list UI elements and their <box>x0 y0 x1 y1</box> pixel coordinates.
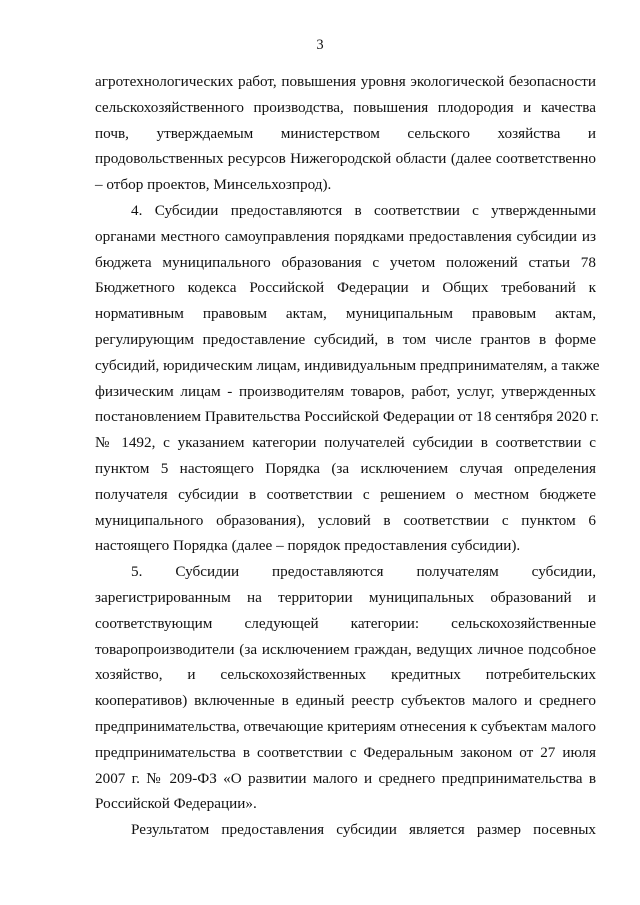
text-line: зарегистрированным на территории муниципальных образований и <box>95 588 596 606</box>
text-line: бюджета муниципального образования с учетом положений статьи 78 <box>95 253 596 271</box>
text-line: органами местного самоуправления порядками предоставления субсидии из <box>95 227 596 245</box>
text-line: – отбор проектов, Минсельхозпрод). <box>95 176 332 194</box>
paragraph <box>95 69 596 198</box>
text-line: нормативным правовым актам, муниципальным правовым актам, <box>95 305 596 323</box>
text-line: Результатом предоставления субсидии является размер посевных <box>131 821 596 839</box>
text-line: 5. Субсидии предоставляются получателям субсидии, <box>131 563 596 581</box>
paragraph <box>95 817 596 843</box>
text-line: регулирующим предоставление субсидий, в том числе грантов в форме <box>95 330 596 348</box>
paragraph <box>95 559 596 817</box>
text-line: 4. Субсидии предоставляются в соответствии с утвержденными <box>131 201 596 219</box>
text-line: субсидий, юридическим лицам, индивидуальным предпринимателям, а также <box>95 356 600 374</box>
text-line: пунктом 5 настоящего Порядка (за исключением случая определения <box>95 459 596 477</box>
document-body <box>95 69 600 843</box>
text-line: постановлением Правительства Российской Федерации от 18 сентября 2020 г. <box>95 408 599 426</box>
text-line: соответствующим следующей категории: сельскохозяйственные <box>95 614 596 632</box>
text-line: 2007 г. № 209-ФЗ «О развитии малого и среднего предпринимательства в <box>95 769 596 787</box>
text-line: предпринимательства, отвечающие критериям отнесения к субъектам малого <box>95 717 596 735</box>
text-line: Российской Федерации». <box>95 795 257 813</box>
paragraph <box>95 198 600 559</box>
text-line: настоящего Порядка (далее – порядок предоставления субсидии). <box>95 537 521 555</box>
text-line: № 1492, с указанием категории получателей субсидии в соответствии с <box>95 434 596 452</box>
text-line: хозяйство, и сельскохозяйственных кредитных потребительских <box>95 666 596 684</box>
text-line: агротехнологических работ, повышения уровня экологической безопасности <box>95 73 596 90</box>
text-line: продовольственных ресурсов Нижегородской области (далее соответственно <box>95 150 596 168</box>
text-line: получателя субсидии в соответствии с решением о местном бюджете <box>95 485 596 503</box>
text-line: почв, утверждаемым министерством сельского хозяйства и <box>95 124 596 142</box>
text-line: физическим лицам - производителям товаров, работ, услуг, утвержденных <box>95 382 596 400</box>
text-line: кооперативов) включенные в единый реестр субъектов малого и среднего <box>95 692 596 710</box>
text-line: Бюджетного кодекса Российской Федерации и Общих требований к <box>95 279 596 297</box>
text-line: предпринимательства в соответствии с Федеральным законом от 27 июля <box>95 743 596 761</box>
text-line: товаропроизводители (за исключением граждан, ведущих личное подсобное <box>95 640 596 658</box>
text-line: муниципального образования), условий в соответствии с пунктом 6 <box>95 511 596 529</box>
text-line: сельскохозяйственного производства, повышения плодородия и качества <box>95 98 596 116</box>
page-number: 3 <box>316 37 324 53</box>
